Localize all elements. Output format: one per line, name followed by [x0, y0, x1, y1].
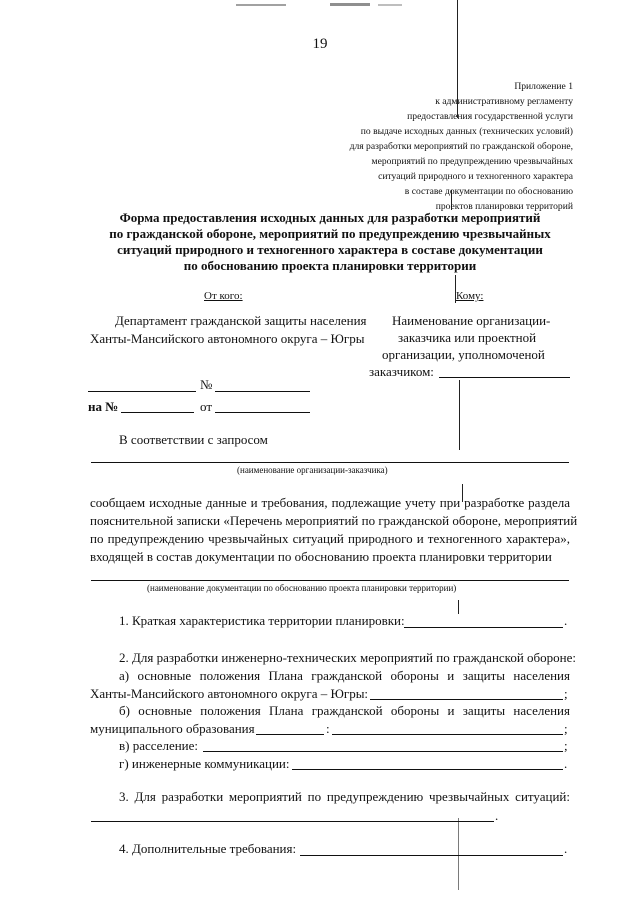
number-sign: № [200, 377, 213, 392]
item-2g-end: . [564, 756, 568, 771]
appendix-line: в составе документации по обоснованию [404, 186, 573, 197]
appendix-line: ситуаций природного и техногенного характера [378, 171, 573, 182]
ot-date-line[interactable] [215, 412, 310, 413]
appendix-line: к административному регламенту [435, 96, 573, 107]
item-2b-input-line[interactable] [332, 734, 563, 735]
form-title-line: по гражданской обороне, мероприятий по предупреждению чрезвычайных [109, 226, 551, 241]
scan-artifact [330, 3, 370, 6]
from-label: От кого: [204, 290, 243, 302]
item-3-end: . [495, 808, 499, 823]
body-line: входящей в состав документации по обоснованию проекта планировки территории [90, 549, 552, 564]
ot-label: от [200, 399, 213, 414]
item-2v-end: ; [564, 738, 568, 753]
to-input-line[interactable] [439, 377, 570, 378]
item-3-text: 3. Для разработки мероприятий по предупреждению чрезвычайных ситуаций: [119, 789, 570, 804]
to-line: Наименование организации- [392, 313, 551, 328]
na-label: на № [88, 399, 119, 414]
appendix-line: по выдаче исходных данных (технических условий) [360, 126, 573, 137]
item-2a-line: Ханты-Мансийского автономного округа – Югры: [90, 686, 369, 701]
documentation-name-line[interactable] [91, 580, 569, 581]
customer-name-caption: (наименование организации-заказчика) [237, 465, 388, 475]
item-2g-text: г) инженерные коммуникации: [119, 756, 290, 771]
from-line: Ханты-Мансийского автономного округа – Югры [90, 331, 365, 346]
item-1-end: . [564, 613, 568, 628]
from-line: Департамент гражданской защиты населения [115, 313, 367, 328]
to-line: организации, уполномоченой [382, 347, 545, 362]
appendix-line: предоставления государственной услуги [407, 111, 573, 122]
request-text: В соответствии с запросом [119, 432, 268, 447]
item-2a-wrap [119, 668, 570, 684]
item-2-heading: 2. Для разработки инженерно-технических мероприятий по гражданской обороне: [119, 650, 576, 665]
to-line: заказчиком: [369, 364, 434, 379]
body-line: по предупреждению чрезвычайных ситуаций природного и техногенного характера», [90, 531, 570, 546]
item-2b-wrap [119, 703, 570, 719]
number-input-line[interactable] [215, 391, 310, 392]
item-2v-text: в) расселение: [119, 738, 199, 753]
item-4-input-line[interactable] [300, 855, 563, 856]
body-paragraph [90, 495, 570, 511]
outgoing-number-line[interactable] [88, 391, 196, 392]
item-4-text: 4. Дополнительные требования: [119, 841, 297, 856]
item-2a-end: ; [564, 686, 568, 701]
item-2v-input-line[interactable] [203, 751, 563, 752]
item-3-wrap [119, 789, 570, 805]
scan-artifact [236, 4, 286, 6]
body-paragraph [90, 531, 570, 547]
na-number-line[interactable] [121, 412, 194, 413]
item-2b-end: ; [564, 721, 568, 736]
item-2b-line: б) основные положения Плана гражданской обороны и защиты населения [119, 703, 570, 718]
appendix-line: для разработки мероприятий по гражданской обороне, [349, 141, 573, 152]
documentation-name-caption: (наименование документации по обоснованию проекта планировки территории) [147, 583, 457, 593]
appendix-line: проектов планировки территорий [435, 201, 573, 212]
item-1-input-line[interactable] [404, 627, 563, 628]
appendix-line: мероприятий по предупреждению чрезвычайных [371, 156, 573, 167]
scan-fold-line [458, 818, 459, 890]
scan-fold-line [458, 600, 459, 614]
item-2b-colon: : [326, 721, 330, 736]
item-2b-municipality-line[interactable] [256, 734, 324, 735]
body-paragraph [90, 513, 578, 529]
scan-artifact [378, 4, 402, 6]
customer-name-line[interactable] [91, 462, 569, 463]
to-line: заказчика или проектной [398, 330, 537, 345]
to-label: Кому: [456, 290, 484, 302]
form-title-line: ситуаций природного и техногенного характера в составе документации [117, 242, 543, 257]
item-3-input-line[interactable] [91, 821, 494, 822]
item-2a-input-line[interactable] [370, 699, 563, 700]
item-2b-line: муниципального образования [90, 721, 255, 736]
item-2a-line: а) основные положения Плана гражданской обороны и защиты населения [119, 668, 570, 683]
body-line: сообщаем исходные данные и требования, подлежащие учету при разработке раздела [90, 495, 570, 510]
form-title-line: по обоснованию проекта планировки территории [183, 258, 477, 273]
form-title-line: Форма предоставления исходных данных для разработки мероприятий [119, 210, 541, 225]
page-number: 19 [312, 36, 328, 52]
appendix-line: Приложение 1 [514, 81, 573, 92]
scan-fold-line [459, 380, 460, 450]
item-4-end: . [564, 841, 568, 856]
body-line: пояснительной записки «Перечень мероприятий по гражданской обороне, мероприятий [90, 513, 578, 528]
item-2g-input-line[interactable] [292, 769, 563, 770]
item-1-text: 1. Краткая характеристика территории планировки: [119, 613, 405, 628]
